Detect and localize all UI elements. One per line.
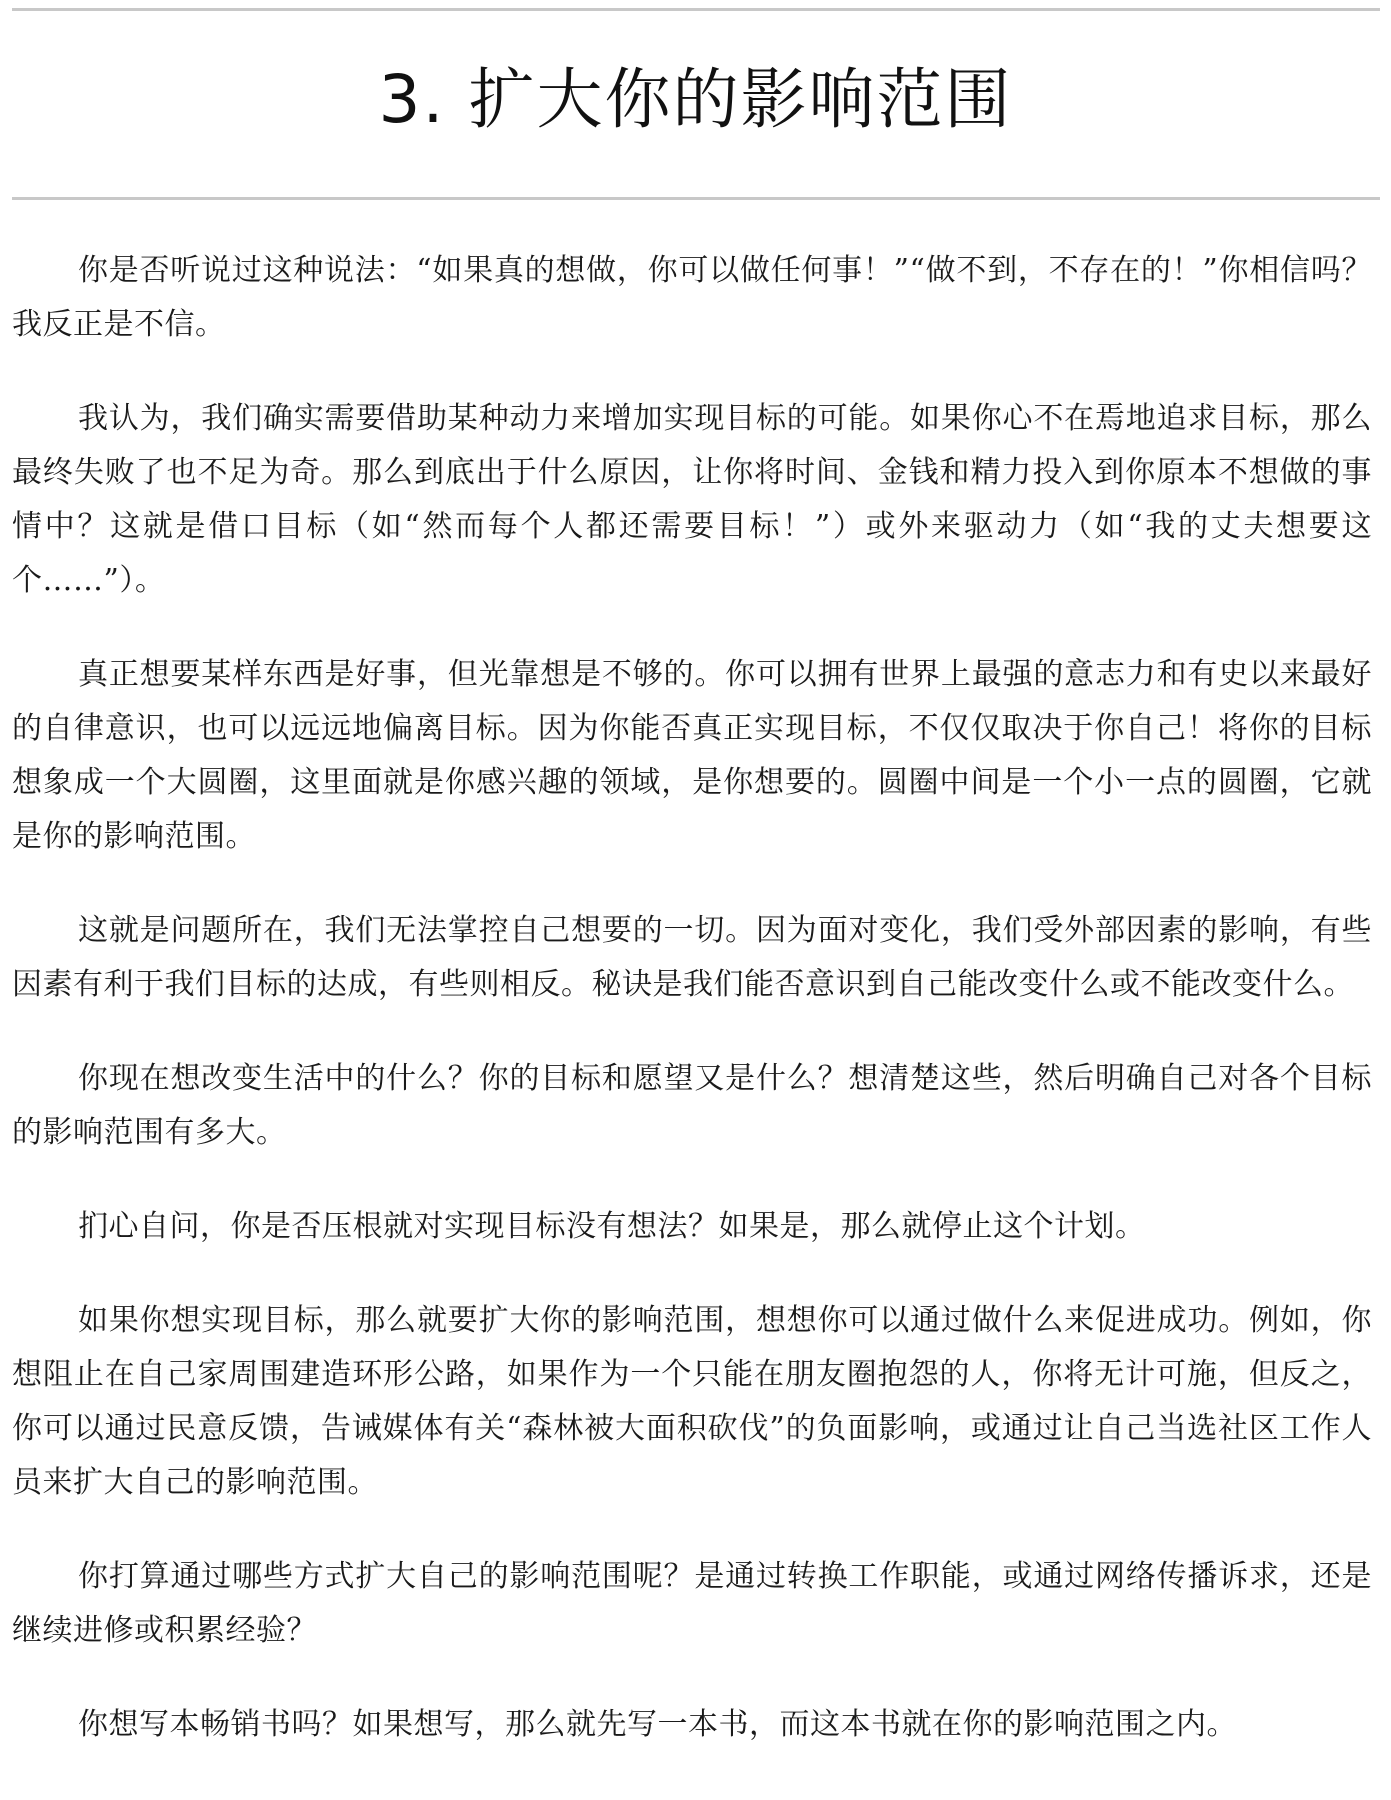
top-divider bbox=[12, 8, 1380, 11]
page-title: 3. 扩大你的影响范围 bbox=[378, 61, 1013, 138]
paragraph: 这就是问题所在，我们无法掌控自己想要的一切。因为面对变化，我们受外部因素的影响，有些因素有利于我们目标的达成，有些则相反。秘诀是我们能否意识到自己能改变什么或不能改变什么。 bbox=[12, 913, 1372, 1002]
title-divider bbox=[12, 197, 1380, 200]
paragraph: 你是否听说过这种说法：“如果真的想做，你可以做任何事！”“做不到，不存在的！”你相信吗？我反正是不信。 bbox=[12, 253, 1372, 342]
paragraph: 真正想要某样东西是好事，但光靠想是不够的。你可以拥有世界上最强的意志力和有史以来最好的自律意识，也可以远远地偏离目标。因为你能否真正实现目标，不仅仅取决于你自己！将你的目标想象成一个大圆圈，这里面就是你感兴趣的领域，是你想要的。圆圈中间是一个小一点的圆圈，它就是你的影响范围。 bbox=[12, 657, 1372, 854]
paragraph: 如果你想实现目标，那么就要扩大你的影响范围，想想你可以通过做什么来促进成功。例如，你想阻止在自己家周围建造环形公路，如果作为一个只能在朋友圈抱怨的人，你将无计可施，但反之，你可以通过民意反馈，告诫媒体有关“森林被大面积砍伐”的负面影响，或通过让自己当选社区工作人员来扩大自己的影响范围。 bbox=[12, 1303, 1372, 1500]
paragraph: 我认为，我们确实需要借助某种动力来增加实现目标的可能。如果你心不在焉地追求目标，那么最终失败了也不足为奇。那么到底出于什么原因，让你将时间、金钱和精力投入到你原本不想做的事情中？这就是借口目标（如“然而每个人都还需要目标！”）或外来驱动力（如“我的丈夫想要这个……”）。 bbox=[12, 401, 1372, 598]
paragraph: 你打算通过哪些方式扩大自己的影响范围呢？是通过转换工作职能，或通过网络传播诉求，还是继续进修或积累经验？ bbox=[12, 1559, 1372, 1648]
paragraph: 你想写本畅销书吗？如果想写，那么就先写一本书，而这本书就在你的影响范围之内。 bbox=[78, 1707, 1237, 1742]
body-text bbox=[12, 244, 1372, 1792]
paragraph: 扪心自问，你是否压根就对实现目标没有想法？如果是，那么就停止这个计划。 bbox=[78, 1209, 1146, 1244]
paragraph: 你现在想改变生活中的什么？你的目标和愿望又是什么？想清楚这些，然后明确自己对各个目标的影响范围有多大。 bbox=[12, 1061, 1372, 1150]
